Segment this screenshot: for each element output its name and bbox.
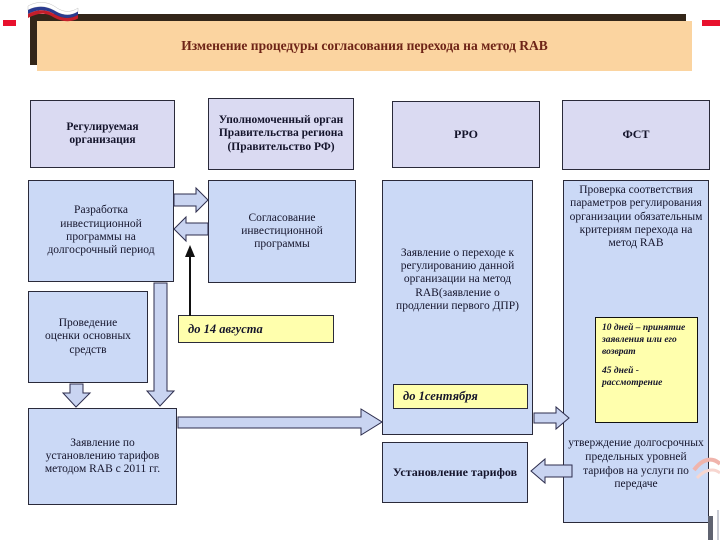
russia-flag-ribbon-icon xyxy=(27,1,79,23)
arrow-develop-to-application xyxy=(147,283,174,406)
flow-box-label: Согласование инвестиционной программы xyxy=(241,211,323,251)
flow-box-tariff-application-2011 xyxy=(28,408,177,505)
red-dash-left xyxy=(3,20,16,26)
arrow-deadline-pointer-head xyxy=(185,245,195,257)
arrow-valuation-to-application xyxy=(63,384,90,407)
watermark-line-icon xyxy=(717,510,719,540)
deadline-label: до 1сентября xyxy=(403,389,478,404)
flow-box-label: Установление тарифов xyxy=(392,464,518,479)
flow-box-label: Заявление о переходе к регулированию данной организации на метод RAB(заявление о продлении первого ДПР) xyxy=(396,246,519,312)
arrow-approval-to-develop xyxy=(174,217,208,241)
fst-deadlines-note xyxy=(595,317,698,423)
lane-header-regulated-org xyxy=(30,100,175,168)
flow-box-program-approval xyxy=(208,180,356,283)
lane-header-label: Уполномоченный орган Правительства региона (Правительство РФ) xyxy=(218,114,344,153)
compliance-check-text: Проверка соответствия параметров регулирования организации обязательным критериям перехода на метод RAB xyxy=(569,184,703,250)
flow-box-label: Заявление по установлению тарифов методом RAB с 2011 гг. xyxy=(44,436,161,476)
deadline-august-14 xyxy=(178,315,334,343)
flow-box-tariff-setting xyxy=(382,442,528,503)
slide-title: Изменение процедуры согласования перехода на метод RAB xyxy=(181,38,548,53)
fst-note-line-2: 45 дней - рассмотрение xyxy=(602,365,663,388)
lane-header-authorized-body xyxy=(208,98,354,170)
deadline-september-1 xyxy=(393,384,528,409)
flow-box-label: Проведение оценки основных средств xyxy=(45,317,131,356)
fst-note-line-1: 10 дней – принятие заявления или его возврат xyxy=(602,323,686,357)
lane-header-label: Регулируемая организация xyxy=(66,120,139,146)
arrow-develop-to-approval xyxy=(174,188,208,212)
deadline-label: до 14 августа xyxy=(188,321,263,336)
arrow-application-to-rab xyxy=(178,409,382,435)
lane-header-label: ФСТ xyxy=(622,127,650,142)
flow-box-develop-program xyxy=(28,180,174,282)
red-dash-right xyxy=(702,20,720,26)
slide-title-box xyxy=(37,21,692,71)
flow-box-label: Разработка инвестиционной программы на долгосрочный период xyxy=(47,204,155,257)
lane-header-label: РРО xyxy=(454,126,478,141)
lane-header-fst xyxy=(562,100,710,170)
flow-box-asset-valuation xyxy=(28,291,148,383)
tariff-levels-approval-text: утверждение долгосрочных предельных уровней тарифов на услуги по передаче xyxy=(568,437,704,491)
lane-header-rro xyxy=(392,101,540,168)
